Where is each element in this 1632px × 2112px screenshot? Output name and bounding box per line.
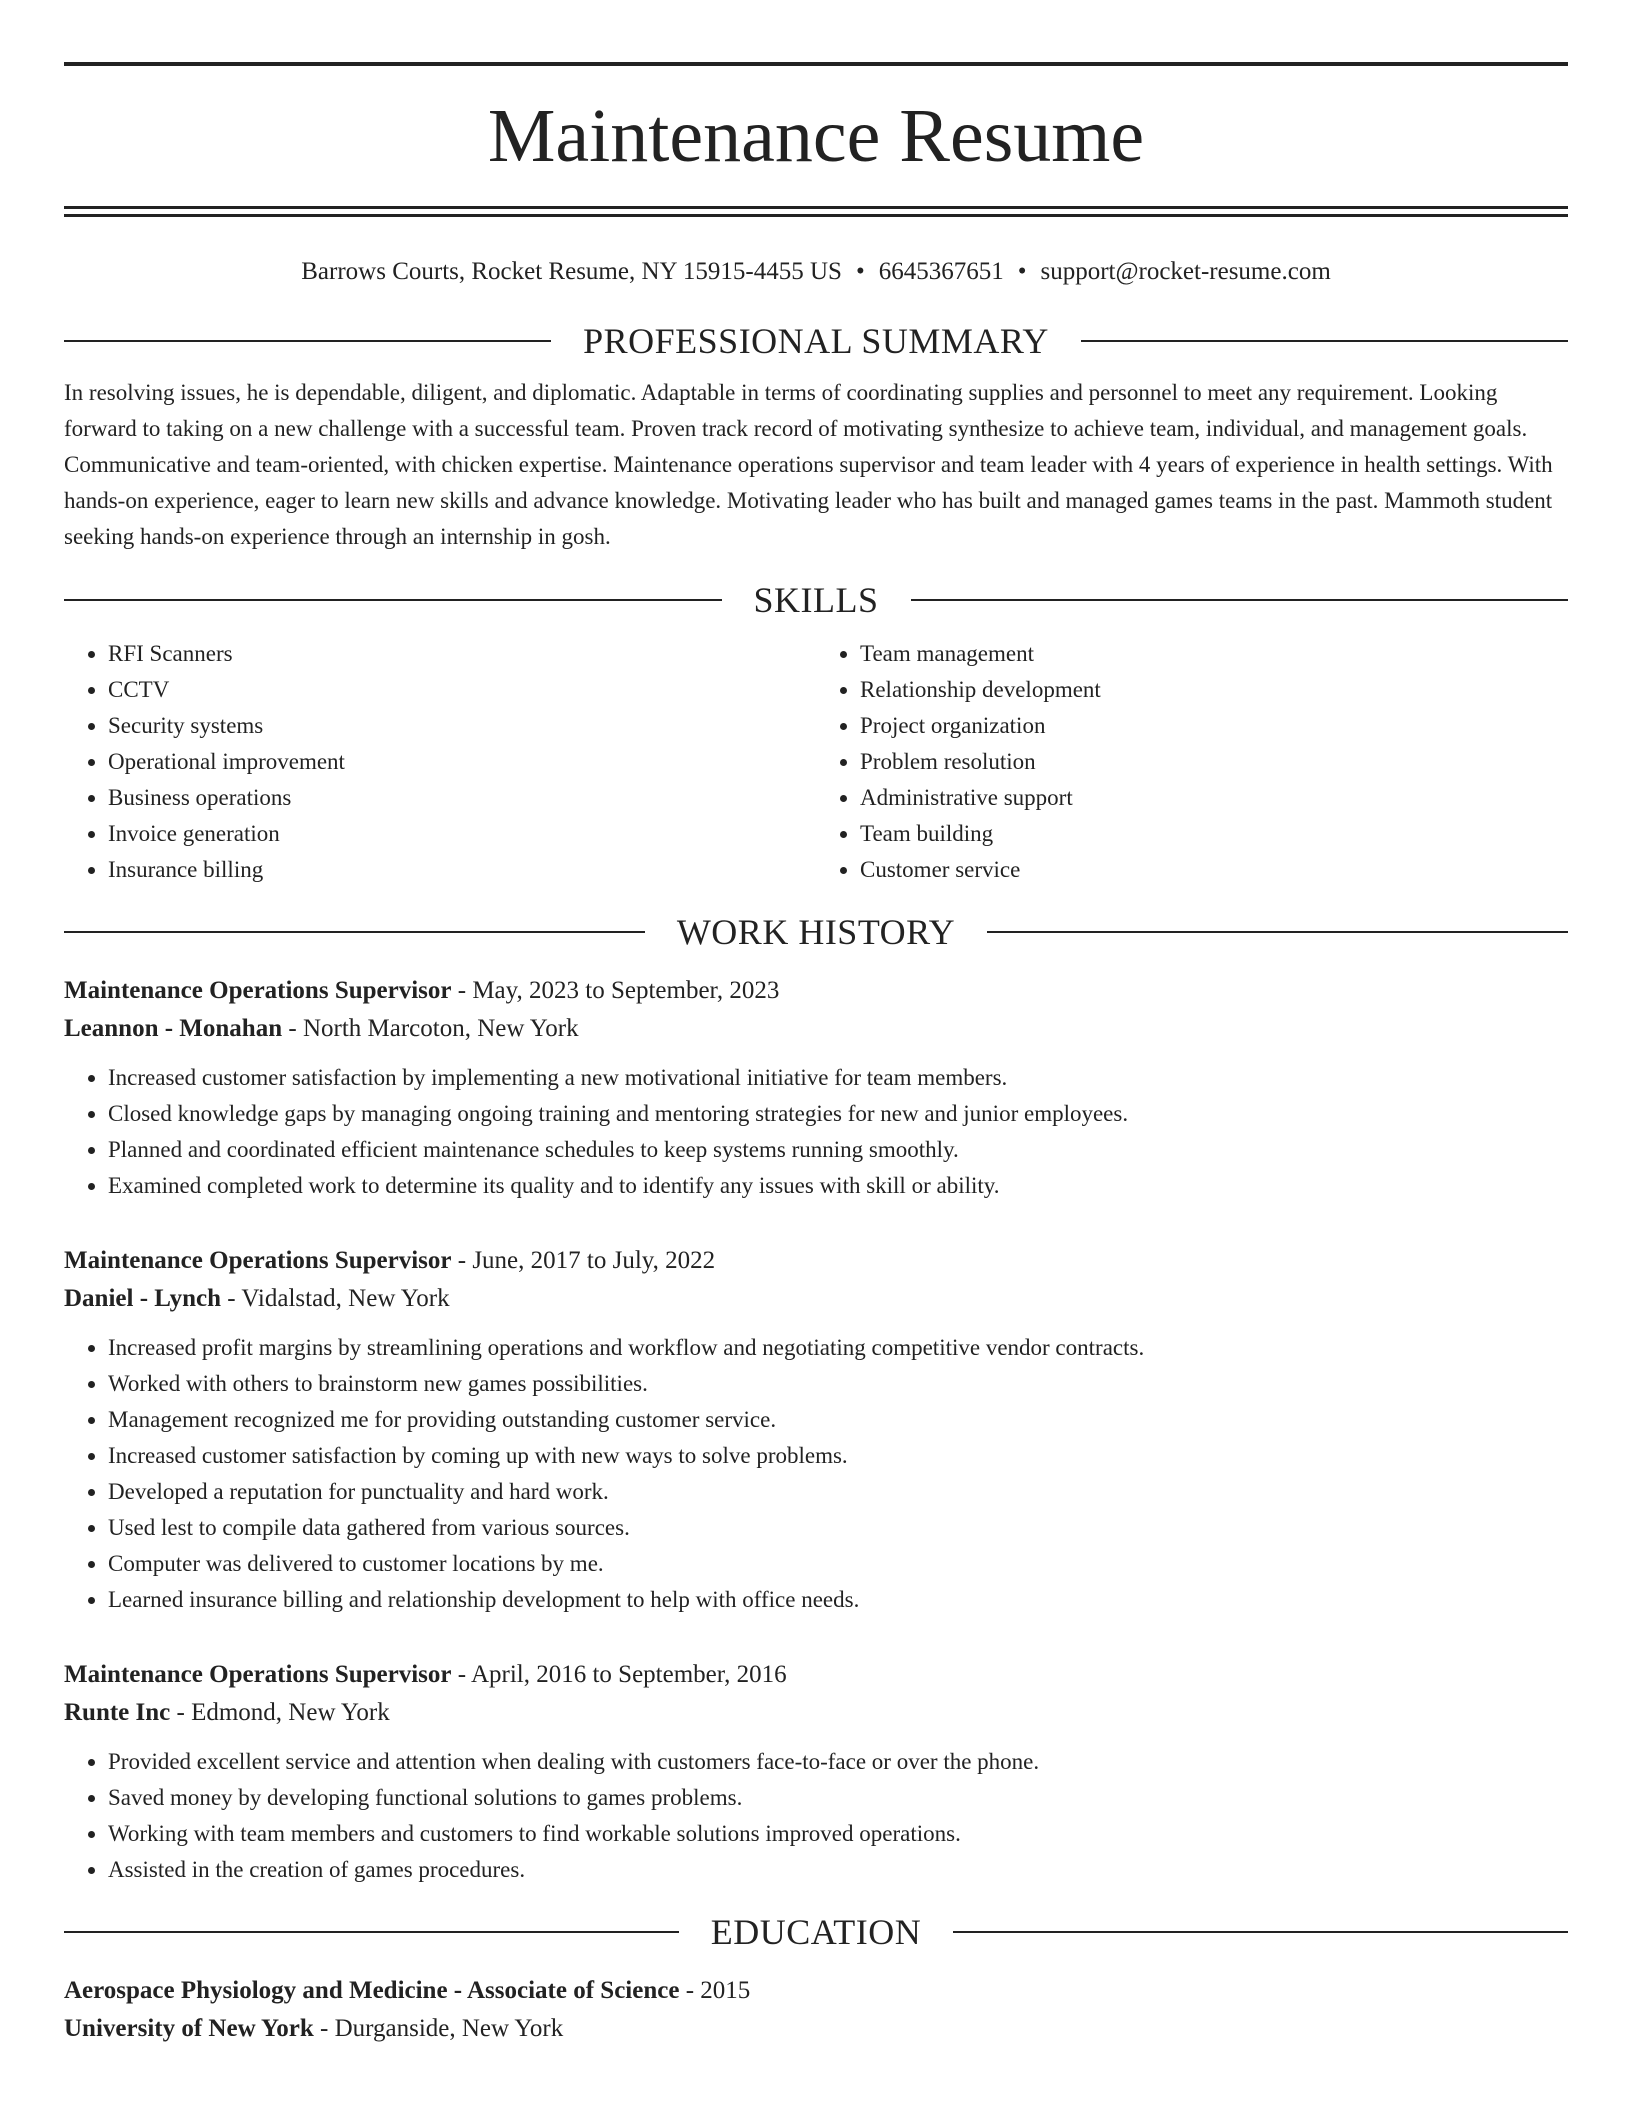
dash: - bbox=[451, 977, 473, 1004]
skill-item: • Business operations bbox=[108, 780, 816, 816]
skill-item: • Invoice generation bbox=[108, 816, 816, 852]
skill-item: • CCTV bbox=[108, 672, 816, 708]
job-company-line bbox=[64, 1010, 1568, 1048]
contact-line bbox=[64, 255, 1568, 289]
skill-item: • Insurance billing bbox=[108, 852, 816, 888]
job-bullet: • Examined completed work to determine its quality and to identify any issues with skill or ability. bbox=[108, 1168, 1568, 1204]
section-heading-education bbox=[64, 1910, 1568, 1954]
job-bullet: • Provided excellent service and attention when dealing with customers face-to-face or over the phone. bbox=[108, 1744, 1568, 1780]
heading-rule-right bbox=[1081, 340, 1568, 342]
job-location: Edmond, New York bbox=[191, 1699, 390, 1726]
job-bullet: • Increased customer satisfaction by implementing a new motivational initiative for team members. bbox=[108, 1060, 1568, 1096]
education-school-line bbox=[64, 2010, 1568, 2048]
top-rule bbox=[64, 62, 1568, 66]
skill-item: • Operational improvement bbox=[108, 744, 816, 780]
job-company: Daniel - Lynch bbox=[64, 1285, 221, 1312]
heading-rule-left bbox=[64, 1931, 679, 1933]
section-heading-work bbox=[64, 910, 1568, 954]
contact-separator: • bbox=[1017, 258, 1027, 285]
job-bullet: • Working with team members and customers to find workable solutions improved operations. bbox=[108, 1816, 1568, 1852]
dash: - bbox=[451, 1247, 473, 1274]
job-bullet: • Saved money by developing functional solutions to games problems. bbox=[108, 1780, 1568, 1816]
heading-rule-right bbox=[911, 599, 1569, 601]
dash: - bbox=[220, 1285, 242, 1312]
job-entry bbox=[64, 1242, 1568, 1618]
heading-rule-right bbox=[987, 931, 1568, 933]
skill-item: • RFI Scanners bbox=[108, 636, 816, 672]
skill-item: • Administrative support bbox=[860, 780, 1568, 816]
resume-title: Maintenance Resume bbox=[487, 94, 1145, 178]
skill-item: • Customer service bbox=[860, 852, 1568, 888]
section-heading-skills bbox=[64, 578, 1568, 622]
section-title: PROFESSIONAL SUMMARY bbox=[583, 321, 1049, 361]
contact-phone: 6645367651 bbox=[878, 258, 1004, 285]
section-title: EDUCATION bbox=[710, 1912, 922, 1952]
education-year: 2015 bbox=[700, 1977, 751, 2004]
dash: - bbox=[282, 1015, 303, 1042]
section-title: WORK HISTORY bbox=[676, 912, 956, 952]
skill-item: • Relationship development bbox=[860, 672, 1568, 708]
job-bullets bbox=[64, 1744, 1568, 1888]
skills-columns bbox=[64, 636, 1568, 888]
job-company: Runte Inc bbox=[64, 1699, 171, 1726]
skill-item: • Team building bbox=[860, 816, 1568, 852]
education-degree-line bbox=[64, 1972, 1568, 2010]
dash: - bbox=[679, 1977, 701, 2004]
job-title-line bbox=[64, 972, 1568, 1010]
resume-page bbox=[64, 0, 1568, 2048]
job-bullet: • Worked with others to brainstorm new games possibilities. bbox=[108, 1366, 1568, 1402]
job-dates: June, 2017 to July, 2022 bbox=[472, 1247, 716, 1274]
contact-separator: • bbox=[855, 258, 865, 285]
job-bullet: • Increased profit margins by streamlining operations and workflow and negotiating competitive vendor contracts. bbox=[108, 1330, 1568, 1366]
job-dates: April, 2016 to September, 2016 bbox=[470, 1661, 787, 1688]
double-rule bbox=[64, 206, 1568, 217]
section-heading-summary bbox=[64, 319, 1568, 363]
job-company-line bbox=[64, 1280, 1568, 1318]
job-location: Vidalstad, New York bbox=[241, 1285, 450, 1312]
job-bullet: • Closed knowledge gaps by managing ongoing training and mentoring strategies for new and junior employees. bbox=[108, 1096, 1568, 1132]
job-entry bbox=[64, 972, 1568, 1204]
job-bullets bbox=[64, 1060, 1568, 1204]
skill-item: • Team management bbox=[860, 636, 1568, 672]
education-entry bbox=[64, 1972, 1568, 2048]
heading-rule-left bbox=[64, 599, 722, 601]
job-bullet: • Increased customer satisfaction by coming up with new ways to solve problems. bbox=[108, 1438, 1568, 1474]
dash: - bbox=[451, 1661, 471, 1688]
skill-item: • Problem resolution bbox=[860, 744, 1568, 780]
job-title: Maintenance Operations Supervisor bbox=[64, 977, 452, 1004]
job-title-line bbox=[64, 1656, 1568, 1694]
job-bullets bbox=[64, 1330, 1568, 1618]
heading-rule-left bbox=[64, 340, 551, 342]
dash: - bbox=[170, 1699, 192, 1726]
job-company-line bbox=[64, 1694, 1568, 1732]
skill-item: • Security systems bbox=[108, 708, 816, 744]
job-dates: May, 2023 to September, 2023 bbox=[472, 977, 780, 1004]
job-bullet: • Management recognized me for providing outstanding customer service. bbox=[108, 1402, 1568, 1438]
job-title-line bbox=[64, 1242, 1568, 1280]
job-bullet: • Developed a reputation for punctuality and hard work. bbox=[108, 1474, 1568, 1510]
job-title: Maintenance Operations Supervisor bbox=[64, 1247, 452, 1274]
education-school: University of New York bbox=[64, 2015, 314, 2042]
job-location: North Marcoton, New York bbox=[302, 1015, 579, 1042]
section-title: SKILLS bbox=[753, 580, 879, 620]
job-bullet: • Planned and coordinated efficient maintenance schedules to keep systems running smoothly. bbox=[108, 1132, 1568, 1168]
job-entry bbox=[64, 1656, 1568, 1888]
job-title: Maintenance Operations Supervisor bbox=[64, 1661, 452, 1688]
summary-text: In resolving issues, he is dependable, diligent, and diplomatic. Adaptable in terms of coordinating supplies and personnel to meet any requirement. Looking forward to taking on a new challenge with a successful team. Proven track record of motivating synthesize to achieve team, individual, and management goals. Communicative and team-oriented, with chicken expertise. Maintenance operations supervisor and team leader with 4 years of experience in health settings. With hands-on experience, eager to learn new skills and advance knowledge. Motivating leader who has built and managed games teams in the past. Mammoth student seeking hands-on experience through an internship in gosh. bbox=[64, 380, 1553, 549]
heading-rule-left bbox=[64, 931, 645, 933]
skills-right-list bbox=[816, 636, 1568, 888]
dash: - bbox=[313, 2015, 335, 2042]
contact-address: Barrows Courts, Rocket Resume, NY 15915-4455 US bbox=[301, 258, 842, 285]
job-bullet: • Assisted in the creation of games procedures. bbox=[108, 1852, 1568, 1888]
skills-left-list bbox=[64, 636, 816, 888]
education-degree: Aerospace Physiology and Medicine - Associate of Science bbox=[64, 1977, 680, 2004]
heading-rule-right bbox=[953, 1931, 1568, 1933]
skill-item: • Project organization bbox=[860, 708, 1568, 744]
job-bullet: • Used lest to compile data gathered from various sources. bbox=[108, 1510, 1568, 1546]
job-bullet: • Learned insurance billing and relationship development to help with office needs. bbox=[108, 1582, 1568, 1618]
job-bullet: • Computer was delivered to customer locations by me. bbox=[108, 1546, 1568, 1582]
education-location: Durganside, New York bbox=[334, 2015, 564, 2042]
contact-email: support@rocket-resume.com bbox=[1040, 258, 1331, 285]
job-company: Leannon - Monahan bbox=[64, 1015, 283, 1042]
